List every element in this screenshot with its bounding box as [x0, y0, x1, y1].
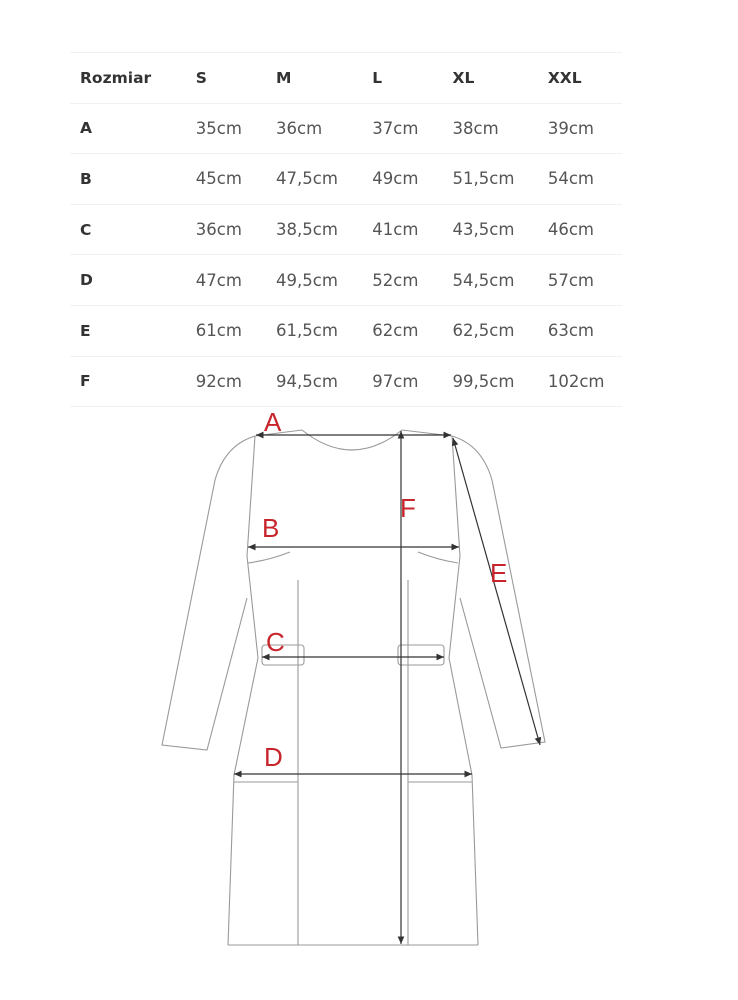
dress-outline — [162, 430, 545, 945]
table-cell: 97cm — [372, 356, 452, 407]
header-size-l: L — [372, 53, 452, 104]
table-cell: 61cm — [196, 305, 276, 356]
table-cell: 38,5cm — [276, 204, 372, 255]
row-label: D — [70, 255, 196, 306]
table-cell: 92cm — [196, 356, 276, 407]
row-label: B — [70, 154, 196, 205]
table-cell: 62cm — [372, 305, 452, 356]
table-row — [70, 103, 622, 154]
table-cell: 47cm — [196, 255, 276, 306]
label-b: B — [262, 513, 280, 543]
table-cell: 62,5cm — [453, 305, 548, 356]
table-cell: 47,5cm — [276, 154, 372, 205]
header-size-m: M — [276, 53, 372, 104]
table-cell: 61,5cm — [276, 305, 372, 356]
table-cell: 45cm — [196, 154, 276, 205]
table-row — [70, 305, 622, 356]
measurement-labels — [262, 407, 507, 772]
table-cell: 57cm — [548, 255, 622, 306]
table-cell: 54cm — [548, 154, 622, 205]
table-cell: 102cm — [548, 356, 622, 407]
table-cell: 99,5cm — [453, 356, 548, 407]
measure-line-e — [453, 438, 540, 745]
label-e: E — [490, 558, 508, 588]
table-cell: 36cm — [196, 204, 276, 255]
table-cell: 41cm — [372, 204, 452, 255]
table-cell: 43,5cm — [453, 204, 548, 255]
label-c: C — [266, 627, 285, 657]
label-a: A — [264, 407, 282, 437]
table-cell: 39cm — [548, 103, 622, 154]
row-label: C — [70, 204, 196, 255]
table-cell: 36cm — [276, 103, 372, 154]
dress-measurement-diagram — [0, 400, 738, 960]
header-rozmiar: Rozmiar — [70, 53, 196, 104]
table-cell: 49cm — [372, 154, 452, 205]
table-cell: 51,5cm — [453, 154, 548, 205]
table-cell: 63cm — [548, 305, 622, 356]
table-row — [70, 204, 622, 255]
label-d: D — [264, 742, 283, 772]
label-f: F — [400, 493, 416, 523]
header-size-xl: XL — [453, 53, 548, 104]
table-header-row — [70, 53, 622, 104]
row-label: E — [70, 305, 196, 356]
size-table — [70, 52, 622, 407]
table-cell: 38cm — [453, 103, 548, 154]
row-label: A — [70, 103, 196, 154]
header-size-xxl: XXL — [548, 53, 622, 104]
table-row — [70, 154, 622, 205]
table-row — [70, 255, 622, 306]
header-size-s: S — [196, 53, 276, 104]
table-cell: 52cm — [372, 255, 452, 306]
table-cell: 46cm — [548, 204, 622, 255]
table-cell: 49,5cm — [276, 255, 372, 306]
table-cell: 94,5cm — [276, 356, 372, 407]
table-cell: 37cm — [372, 103, 452, 154]
table-cell: 35cm — [196, 103, 276, 154]
measurement-lines — [234, 431, 540, 944]
table-cell: 54,5cm — [453, 255, 548, 306]
row-label: F — [70, 356, 196, 407]
